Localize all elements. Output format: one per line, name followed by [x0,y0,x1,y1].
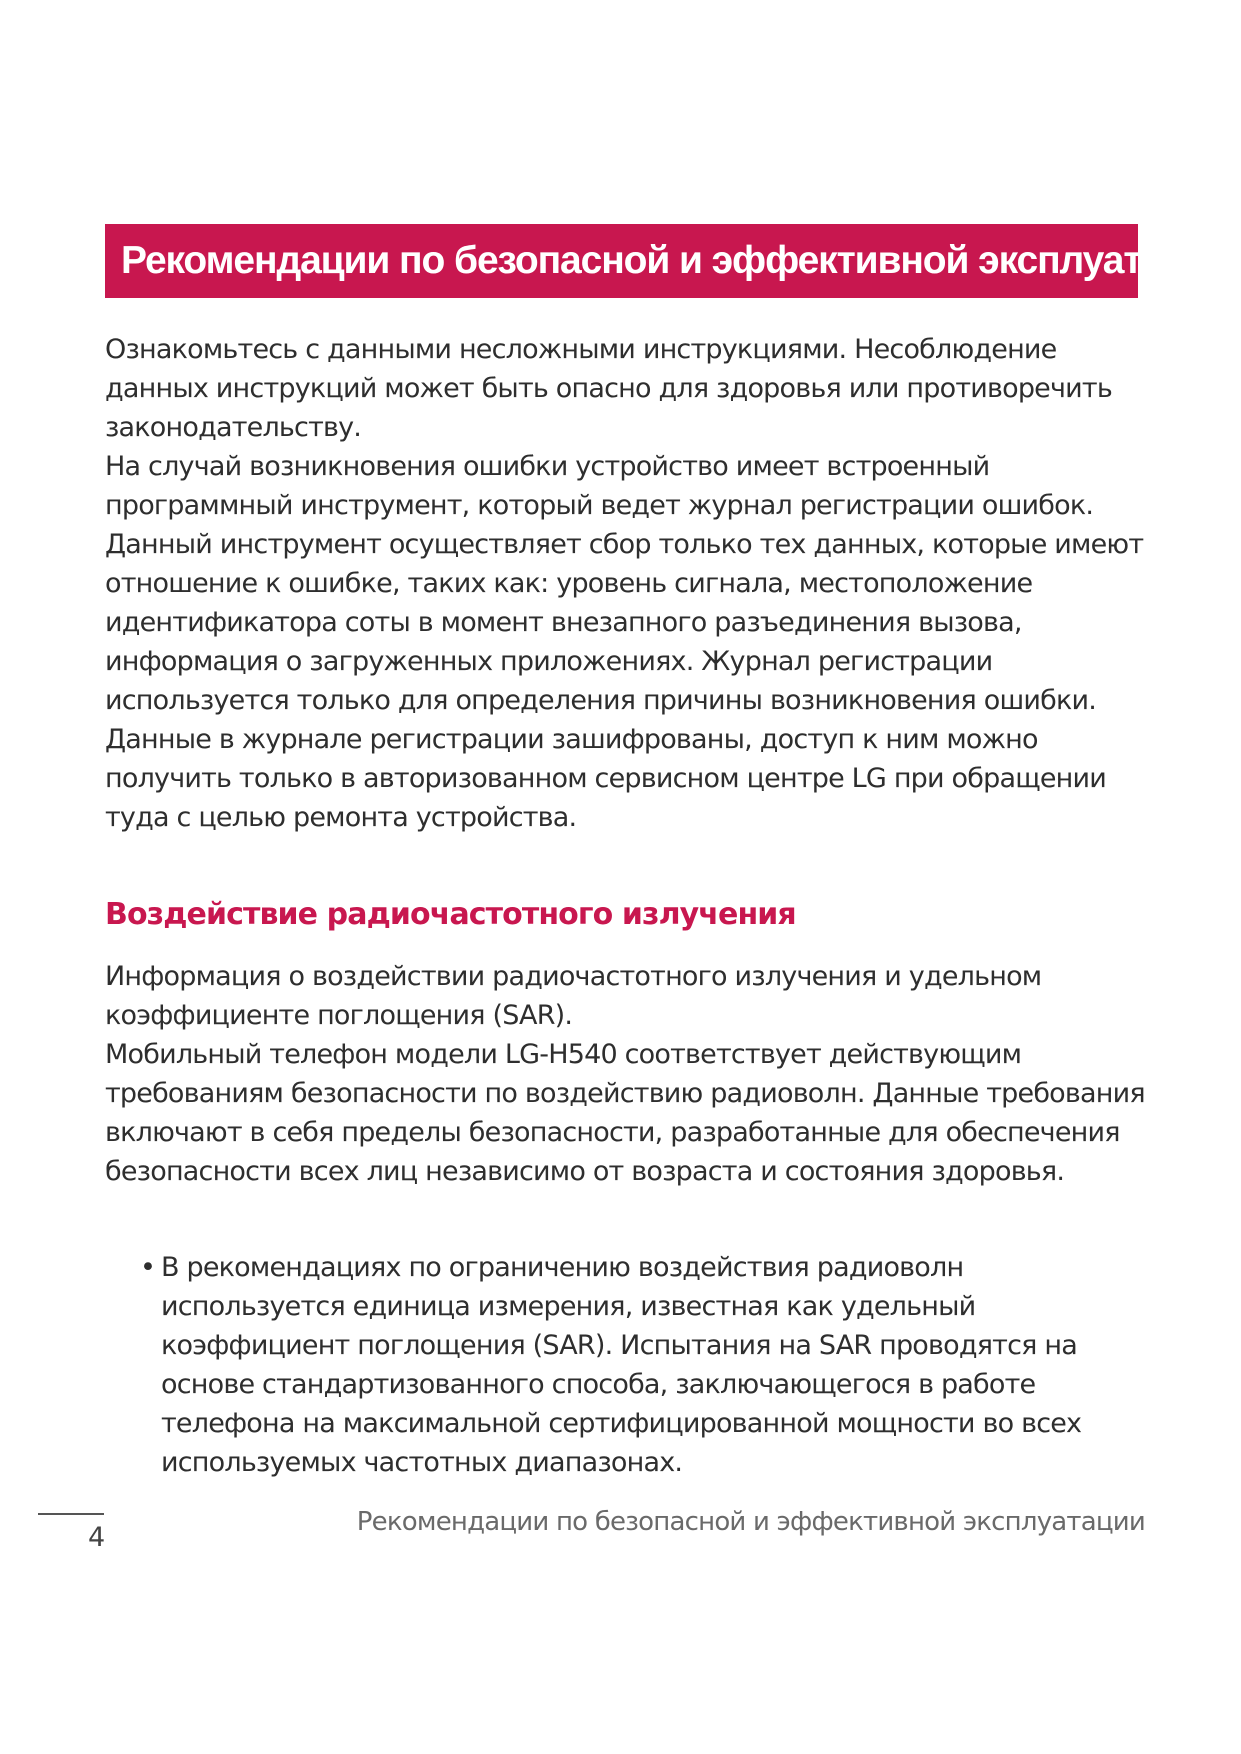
intro-paragraph: Ознакомьтесь с данными несложными инструкциями. Несоблюдение данных инструкций может быть опасно для здоровья или противоречить законодательству. [105,334,1112,443]
rf-bullet-list [140,1248,1140,1482]
page-title: Рекомендации по безопасной и эффективной эксплуатации [121,239,1231,282]
bullet-icon: • [140,1252,156,1283]
rf-section [105,957,1145,1191]
rf-paragraph: Информация о воздействии радиочастотного излучения и удельном коэффициенте поглощения (SAR). [105,961,1042,1031]
list-item-text: В рекомендациях по ограничению воздействия радиоволн используется единица измерения, известная как удельный коэффициент поглощения (SAR). Испытания на SAR проводятся на основе стандартизованного способа, заключающегося в работе телефона на максимальной сертифицированной мощности во всех используемых частотных диапазонах. [161,1252,1082,1478]
intro-section [105,330,1145,837]
list-item [140,1248,1140,1482]
section-heading-rf: Воздействие радиочастотного излучения [105,897,796,932]
title-banner [105,224,1231,298]
footer-running-title: Рекомендации по безопасной и эффективной эксплуатации [356,1507,1145,1537]
intro-paragraph: На случай возникновения ошибки устройство имеет встроенный программный инструмент, который ведет журнал регистрации ошибок. Данный инструмент осуществляет сбор только тех данных, которые имеют отношение к ошибке, таких как: уровень сигнала, местоположение идентификатора соты в момент внезапного разъединения вызова, информация о загруженных приложениях. Журнал регистрации используется только для определения причины возникновения ошибки. Данные в журнале регистрации зашифрованы, доступ к ним можно получить только в авторизованном сервисном центре LG при обращении туда с целью ремонта устройства. [105,451,1144,833]
page-number: 4 [88,1522,106,1553]
footer-divider [38,1513,104,1515]
rf-paragraph: Мобильный телефон модели LG-H540 соответствует действующим требованиям безопасности по воздействию радиоволн. Данные требования включают в себя пределы безопасности, разработанные для обеспечения безопасности всех лиц независимо от возраста и состояния здоровья. [105,1039,1145,1187]
